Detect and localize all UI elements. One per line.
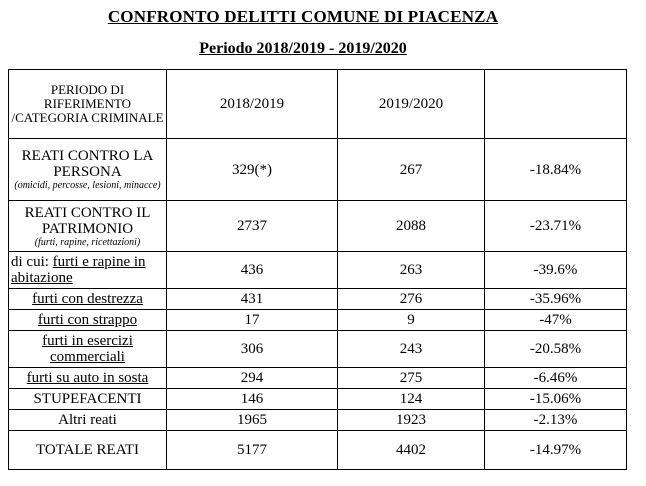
header-change (485, 70, 627, 139)
value-2019-2020: 263 (338, 252, 485, 289)
category-name: furti con destrezza (32, 291, 143, 307)
value-2018-2019: 436 (167, 252, 338, 289)
value-2019-2020: 9 (338, 310, 485, 331)
table-row-total (9, 431, 627, 470)
value-2019-2020: 4402 (338, 431, 485, 470)
row-label (9, 252, 167, 289)
value-2018-2019: 294 (167, 368, 338, 389)
category-name: furti con strappo (37, 312, 138, 328)
table-row (9, 252, 627, 289)
row-label (9, 310, 167, 331)
row-label (9, 201, 167, 252)
table-row (9, 201, 627, 252)
row-label (9, 139, 167, 201)
table-header-row (9, 70, 627, 139)
table-row (9, 389, 627, 410)
value-2019-2020: 276 (338, 289, 485, 310)
table-row (9, 310, 627, 331)
page-title: CONFRONTO DELITTI COMUNE DI PIACENZA (107, 7, 499, 26)
value-2018-2019: 5177 (167, 431, 338, 470)
category-name: furti e rapine in abitazione (11, 254, 146, 286)
value-2018-2019: 146 (167, 389, 338, 410)
table-row (9, 139, 627, 201)
table-row (9, 410, 627, 431)
percent-change: -47% (485, 310, 627, 331)
category-name: furti in esercizi commerciali (42, 333, 133, 365)
percent-change: -20.58% (485, 331, 627, 368)
percent-change: -6.46% (485, 368, 627, 389)
value-2018-2019: 17 (167, 310, 338, 331)
value-2019-2020: 275 (338, 368, 485, 389)
row-prefix: di cui: (11, 254, 49, 270)
total-label: TOTALE REATI (35, 442, 140, 458)
row-label (9, 331, 167, 368)
percent-change: -18.84% (485, 139, 627, 201)
percent-change: -23.71% (485, 201, 627, 252)
value-2019-2020: 1923 (338, 410, 485, 431)
value-2019-2020: 267 (338, 139, 485, 201)
value-2019-2020: 243 (338, 331, 485, 368)
percent-change: -39.6% (485, 252, 627, 289)
row-label (9, 431, 167, 470)
category-name: REATI CONTRO IL PATRIMONIO (24, 204, 151, 237)
value-2019-2020: 124 (338, 389, 485, 410)
value-2018-2019: 2737 (167, 201, 338, 252)
percent-change: -15.06% (485, 389, 627, 410)
header-period-2018-2019: 2018/2019 (167, 70, 338, 139)
row-label: Altri reati (9, 410, 167, 431)
table-row (9, 368, 627, 389)
row-label: STUPEFACENTI (9, 389, 167, 410)
value-2018-2019: 1965 (167, 410, 338, 431)
category-detail: (furti, rapine, ricettazioni) (34, 236, 141, 248)
percent-change: -2.13% (485, 410, 627, 431)
category-detail: (omicidi, percosse, lesioni, minacce) (14, 180, 161, 191)
value-2018-2019: 329(*) (167, 139, 338, 201)
category-name: REATI CONTRO LA PERSONA (21, 148, 154, 180)
table-row (9, 289, 627, 310)
percent-change: -14.97% (485, 431, 627, 470)
value-2019-2020: 2088 (338, 201, 485, 252)
category-name: furti su auto in sosta (26, 370, 149, 386)
row-label (9, 368, 167, 389)
value-2018-2019: 306 (167, 331, 338, 368)
page-subtitle: Periodo 2018/2019 - 2019/2020 (199, 40, 407, 57)
crime-comparison-table (8, 69, 627, 470)
header-period-2019-2020: 2019/2020 (338, 70, 485, 139)
header-category-label: PERIODO DI RIFERIMENTO /CATEGORIA CRIMINALE (9, 70, 167, 139)
table-row (9, 331, 627, 368)
value-2018-2019: 431 (167, 289, 338, 310)
row-label (9, 289, 167, 310)
percent-change: -35.96% (485, 289, 627, 310)
